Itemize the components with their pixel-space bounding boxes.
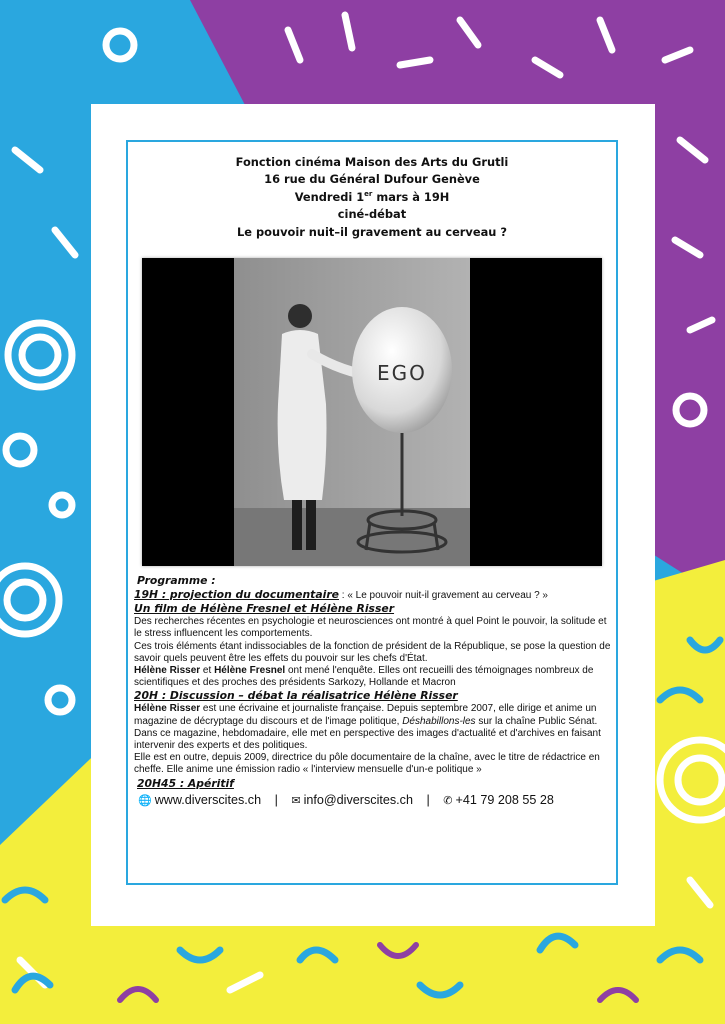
email-link[interactable]: info@diverscites.ch: [303, 792, 413, 807]
website-link[interactable]: www.diverscites.ch: [154, 792, 262, 807]
event-header: [128, 154, 616, 241]
phone-icon: ✆: [443, 794, 453, 807]
paragraph-1: Des recherches récentes en psychologie et neurosciences ont montré à quel Point le pouvoir, la solitude et le stress influencent les comportements.: [134, 616, 607, 640]
flyer-page: [91, 104, 655, 926]
event-type: ciné-débat: [337, 207, 407, 222]
envelope-icon: ✉: [291, 794, 301, 807]
venue-line: Fonction cinéma Maison des Arts du Grutli: [235, 155, 509, 169]
balloon-text: EGO: [377, 361, 427, 385]
slot-3: 20H45 : Apéritif: [137, 776, 234, 790]
content-frame: [126, 140, 618, 885]
phone-number[interactable]: +41 79 208 55 28: [455, 792, 554, 807]
bio-paragraph-2: Elle est en outre, depuis 2009, directrice du pôle documentaire de la chaîne, avec le titre de rédactrice en cheffe. Elle anime une émission radio « l'interview mensuelle d'un-e politique »: [134, 752, 600, 776]
slot-2: 20H : Discussion – débat la réalisatrice Hélène Risser: [134, 689, 458, 703]
paragraph-2: Ces trois éléments étant indissociables de la fonction de président de la République, se pose la question de savoir quels peuvent être les effets du pouvoir sur les chefs d'État.: [134, 640, 611, 664]
ego-balloon-photo: [142, 258, 602, 566]
program-title: Programme :: [137, 574, 216, 587]
paragraph-3: Hélène Risser et Hélène Fresnel ont mené l'enquête. Elles ont recueilli des témoignages nombreux de scientifiques et des proches des présidents Sarkozy, Hollande et Macron: [134, 665, 594, 689]
contact-line: 🌐 www.diverscites.ch | ✉ info@diverscites.ch | ✆ +41 79 208 55 28: [138, 792, 554, 807]
globe-icon: 🌐: [138, 794, 152, 807]
date-line: Vendredi 1er mars à 19H: [294, 189, 450, 204]
event-title: Le pouvoir nuit–il gravement au cerveau ?: [237, 224, 507, 239]
bio-paragraph: Hélène Risser est une écrivaine et journaliste française. Depuis septembre 2007, elle dirige et anime un magazine de décryptage du discours et de l'image politique, Déshabillons-les sur la chaîne Public Sénat. Dans ce magazine, hebdomadaire, elle met en perspective des images d'actualité et d'archives en faisant intervenir des experts et des politiques.: [134, 703, 601, 752]
slot-1: 19H : projection du documentaire : « Le pouvoir nuit-il gravement au cerveau ? »: [134, 588, 548, 601]
program-section: [134, 574, 612, 807]
address-line: 16 rue du Général Dufour Genève: [264, 172, 480, 187]
film-credit: Un film de Hélène Fresnel et Hélène Risser: [134, 602, 395, 616]
